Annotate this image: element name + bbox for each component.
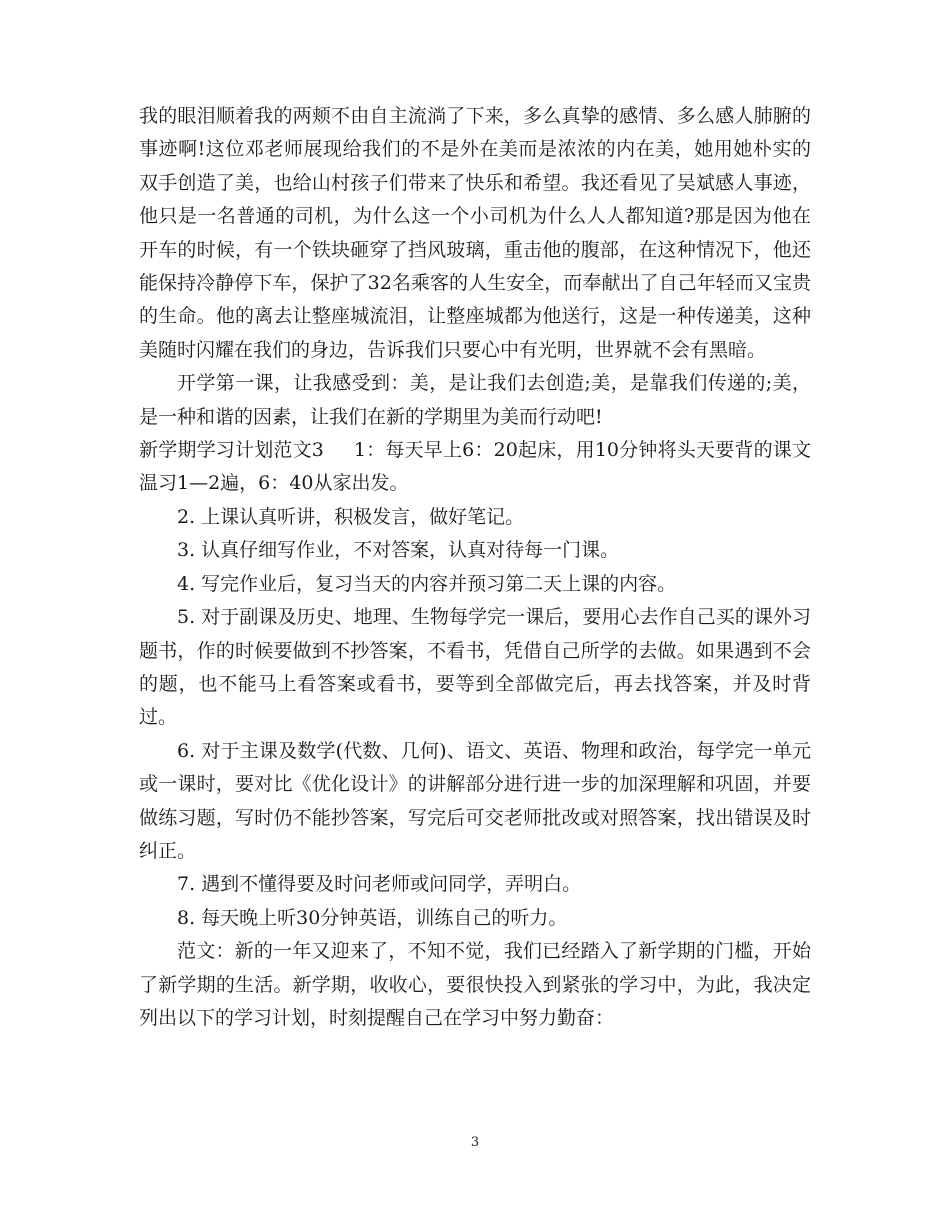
list-item: 5. 对于副课及历史、地理、生物每学完一课后，要用心去作自己买的课外习题书，作的时候要做到不抄答案，不看书，凭借自己所学的去做。如果遇到不会的题，也不能马上看答案或看书，要等到全部做完后，再去找答案，并及时背过。 — [139, 606, 811, 729]
section-title: 新学期学习计划范文3 — [139, 439, 324, 462]
list-item: 6. 对于主课及数学(代数、几何)、语文、英语、物理和政治，每学完一单元或一课时，要对比《优化设计》的讲解部分进行进一步的加深理解和巩固，并要做练习题，写时仍不能抄答案，写完后可交老师批改或对照答案，找出错误及时纠正。 — [139, 739, 811, 862]
page-number: 3 — [470, 1135, 480, 1150]
paragraph-body: 开学第一课，让我感受到：美，是让我们去创造;美，是靠我们传递的;美，是一种和谐的因素，让我们在新的学期里为美而行动吧! — [139, 372, 811, 428]
list-item: 7. 遇到不懂得要及时问老师或问同学，弄明白。 — [177, 873, 582, 896]
section-heading-line — [139, 434, 811, 501]
list-item: 1：每天早上6：20起床，用10分钟将头天要背的课文温习1—2遍，6：40从家出发。 — [139, 439, 811, 495]
list-item: 3. 认真仔细写作业，不对答案，认真对待每一门课。 — [177, 539, 620, 562]
section-block — [139, 434, 811, 501]
list-item: 8. 每天晚上听30分钟英语，训练自己的听力。 — [177, 906, 568, 929]
closing-paragraph: 范文：新的一年又迎来了，不知不觉，我们已经踏入了新学期的门槛，开始了新学期的生活。新学期，收收心，要很快投入到紧张的学习中，为此，我决定列出以下的学习计划，时刻提醒自己在学习中努力勤奋： — [139, 940, 811, 1029]
list-item: 4. 写完作业后，复习当天的内容并预习第二天上课的内容。 — [177, 572, 677, 595]
list-item: 2. 上课认真听讲，积极发言，做好笔记。 — [177, 505, 525, 528]
paragraph-body: 我的眼泪顺着我的两颊不由自主流淌了下来，多么真挚的感情、多么感人肺腑的事迹啊!这位邓老师展现给我们的不是外在美而是浓浓的内在美，她用她朴实的双手创造了美，也给山村孩子们带来了快乐和希望。我还看见了吴斌感人事迹，他只是一名普通的司机，为什么这一个小司机为什么人人都知道?那是因为他在开车的时候，有一个铁块砸穿了挡风玻璃，重击他的腹部，在这种情况下，他还能保持冷静停下车，保护了32名乘客的人生安全，而奉献出了自己年轻而又宝贵的生命。他的离去让整座城流泪，让整座城都为他送行，这是一种传递美，这种美随时闪耀在我们的身边，告诉我们只要心中有光明，世界就不会有黑暗。 — [139, 105, 811, 361]
document-body — [139, 100, 811, 1035]
